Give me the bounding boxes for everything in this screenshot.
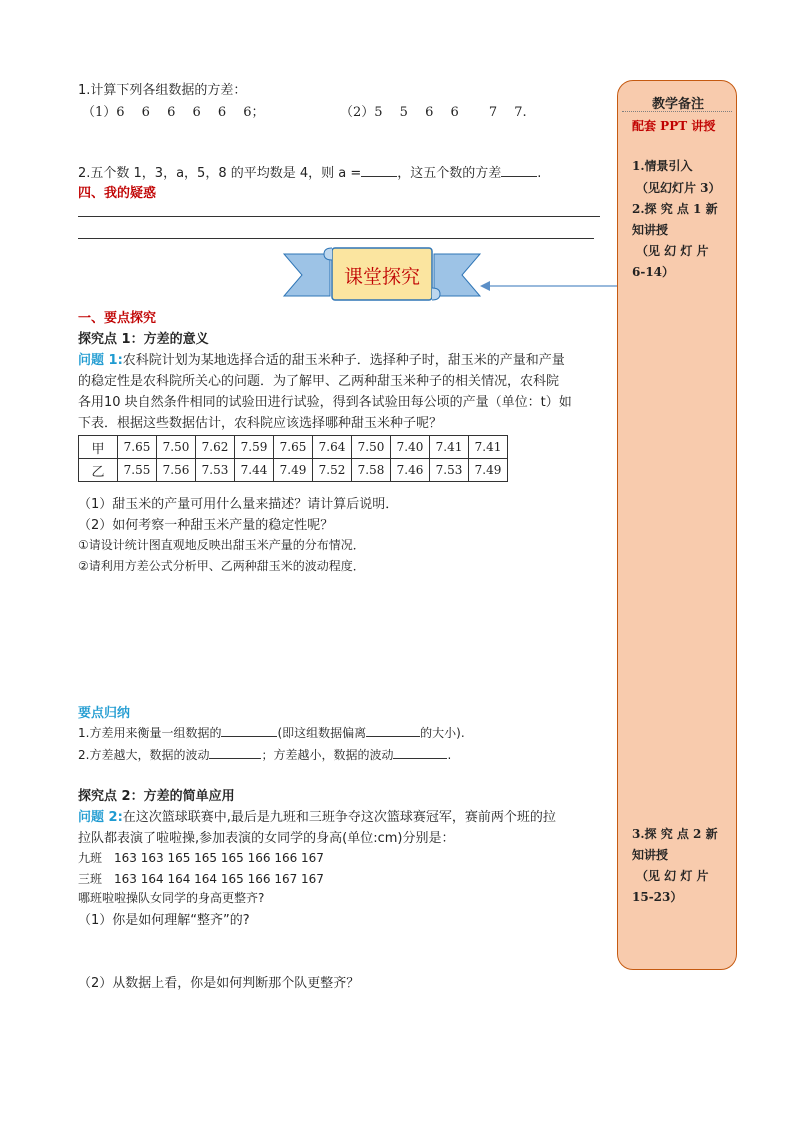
exercise-2-prefix: 2.五个数 1，3，a，5，8 的平均数是 4，则 a = — [78, 166, 362, 181]
table-cell: 7.40 — [391, 436, 430, 459]
problem-1-label: 问题 1: — [78, 353, 123, 368]
answer-blank[interactable] — [209, 746, 261, 759]
summary-heading: 要点归纳 — [78, 706, 131, 721]
doubts-heading: 四、我的疑惑 — [78, 186, 157, 201]
sub-question-1: （1）甜玉米的产量可用什么量来描述？请计算后说明． — [78, 497, 399, 512]
table-cell: 7.62 — [196, 436, 235, 459]
sidebar-item-3-range: 15-23） — [632, 890, 683, 904]
table-cell: 7.49 — [274, 459, 313, 482]
banner-title: 课堂探究 — [343, 266, 420, 288]
explore-2-title: 探究点 2：方差的简单应用 — [78, 789, 235, 804]
problem-2-question: 哪班啦啦操队女同学的身高更整齐? — [78, 891, 265, 905]
problem-1-text: 农科院计划为某地选择合适的甜玉米种子．选择种子时，甜玉米的产量和产量 — [122, 353, 565, 368]
problem-2-line-2: 拉队都表演了啦啦操,参加表演的女同学的身高(单位:cm)分别是： — [78, 831, 455, 846]
table-cell: 7.49 — [469, 459, 508, 482]
exercise-1: 1.计算下列各组数据的方差： — [78, 83, 247, 98]
exercise-2-mid: ，这五个数的方差 — [397, 166, 502, 181]
answer-blank-variance[interactable] — [501, 164, 537, 177]
sidebar-title: 教学备注 — [651, 97, 704, 112]
sub-question-2b: ②请利用方差公式分析甲、乙两种甜玉米的波动程度． — [78, 559, 365, 573]
class-3-heights: 三班 163 164 164 164 165 166 167 167 — [78, 872, 324, 886]
explore-1-title: 探究点 1：方差的意义 — [78, 332, 209, 347]
sub-question-2: （2）如何考察一种甜玉米产量的稳定性呢？ — [78, 518, 334, 533]
sidebar-item-2: 2.探 究 点 1 新 — [632, 202, 718, 216]
table-cell: 7.50 — [352, 436, 391, 459]
table-cell: 7.41 — [469, 436, 508, 459]
sidebar-divider — [622, 111, 732, 112]
summary-line-2-a: 2.方差越大，数据的波动 — [78, 748, 210, 762]
table-cell: 7.41 — [430, 436, 469, 459]
problem-2-sub-2: （2）从数据上看，你是如何判断那个队更整齐？ — [78, 976, 360, 991]
sidebar-item-1: 1.情景引入 — [632, 159, 693, 173]
table-cell: 7.64 — [313, 436, 352, 459]
sidebar-item-3: 3.探 究 点 2 新 — [632, 827, 718, 841]
problem-2-text: 在这次篮球联赛中,最后是九班和三班争夺这次篮球赛冠军，赛前两个班的拉 — [122, 810, 556, 825]
answer-blank-a[interactable] — [361, 164, 397, 177]
arrow-icon — [480, 280, 620, 292]
table-cell: 7.53 — [196, 459, 235, 482]
problem-1-line-1 — [78, 349, 565, 368]
sidebar-item-1-slide: （见幻灯片 3） — [636, 181, 721, 195]
answer-blank[interactable] — [393, 746, 447, 759]
sidebar-item-2-range: 6-14） — [632, 265, 675, 279]
table-cell: 7.65 — [118, 436, 157, 459]
problem-1-line-2: 的稳定性是农科院所关心的问题．为了解甲、乙两种甜玉米种子的相关情况，农科院 — [78, 374, 560, 389]
table-cell: 7.46 — [391, 459, 430, 482]
table-cell: 7.58 — [352, 459, 391, 482]
problem-1-line-3: 各用10 块自然条件相同的试验田进行试验，得到各试验田每公顷的产量（单位：t）如 — [78, 395, 572, 410]
doubt-line-1[interactable] — [78, 216, 600, 217]
answer-blank[interactable] — [366, 724, 420, 737]
table-cell: 7.55 — [118, 459, 157, 482]
answer-blank[interactable] — [221, 724, 277, 737]
table-row — [79, 459, 508, 482]
doubt-line-2[interactable] — [78, 238, 594, 239]
summary-line-2-c: . — [447, 748, 452, 762]
table-cell: 7.50 — [157, 436, 196, 459]
table-cell: 7.59 — [235, 436, 274, 459]
summary-line-1-b: (即这组数据偏离 — [277, 726, 367, 740]
table-cell: 7.52 — [313, 459, 352, 482]
sidebar-item-2-slide: （见 幻 灯 片 — [636, 244, 709, 258]
summary-line-2 — [78, 746, 451, 763]
summary-line-1-a: 1.方差用来衡量一组数据的 — [78, 726, 222, 740]
table-cell: 7.65 — [274, 436, 313, 459]
section-heading: 一、要点探究 — [78, 311, 157, 326]
table-row — [79, 436, 508, 459]
exercise-1-set-b: （2）5 5 6 6 7 7. — [340, 105, 527, 120]
yield-table — [78, 435, 508, 482]
class-9-heights: 九班 163 163 165 165 165 166 166 167 — [78, 851, 324, 865]
table-cell: 7.53 — [430, 459, 469, 482]
problem-2-line-1 — [78, 806, 556, 825]
summary-line-2-b: ；方差越小，数据的波动 — [261, 748, 394, 762]
teaching-notes-sidebar — [617, 80, 737, 970]
exercise-2 — [78, 162, 541, 181]
exercise-1-set-a: （1）6 6 6 6 6 6； — [82, 105, 265, 120]
table-cell: 7.56 — [157, 459, 196, 482]
sidebar-item-2-cont: 知讲授 — [632, 223, 669, 237]
exercise-2-end: . — [537, 166, 542, 181]
sub-question-2a: ①请设计统计图直观地反映出甜玉米产量的分布情况． — [78, 538, 365, 552]
summary-line-1 — [78, 724, 465, 741]
row-label: 甲 — [79, 436, 118, 459]
sidebar-item-3-cont: 知讲授 — [632, 848, 669, 862]
problem-2-sub-1: （1）你是如何理解“整齐”的? — [78, 913, 250, 928]
table-cell: 7.44 — [235, 459, 274, 482]
sidebar-item-3-slide: （见 幻 灯 片 — [636, 869, 709, 883]
sidebar-subtitle: 配套 PPT 讲授 — [632, 119, 716, 133]
problem-1-line-4: 下表．根据这些数据估计，农科院应该选择哪种甜玉米种子呢？ — [78, 416, 443, 431]
problem-2-label: 问题 2: — [78, 810, 123, 825]
summary-line-1-c: 的大小). — [420, 726, 465, 740]
row-label: 乙 — [79, 459, 118, 482]
